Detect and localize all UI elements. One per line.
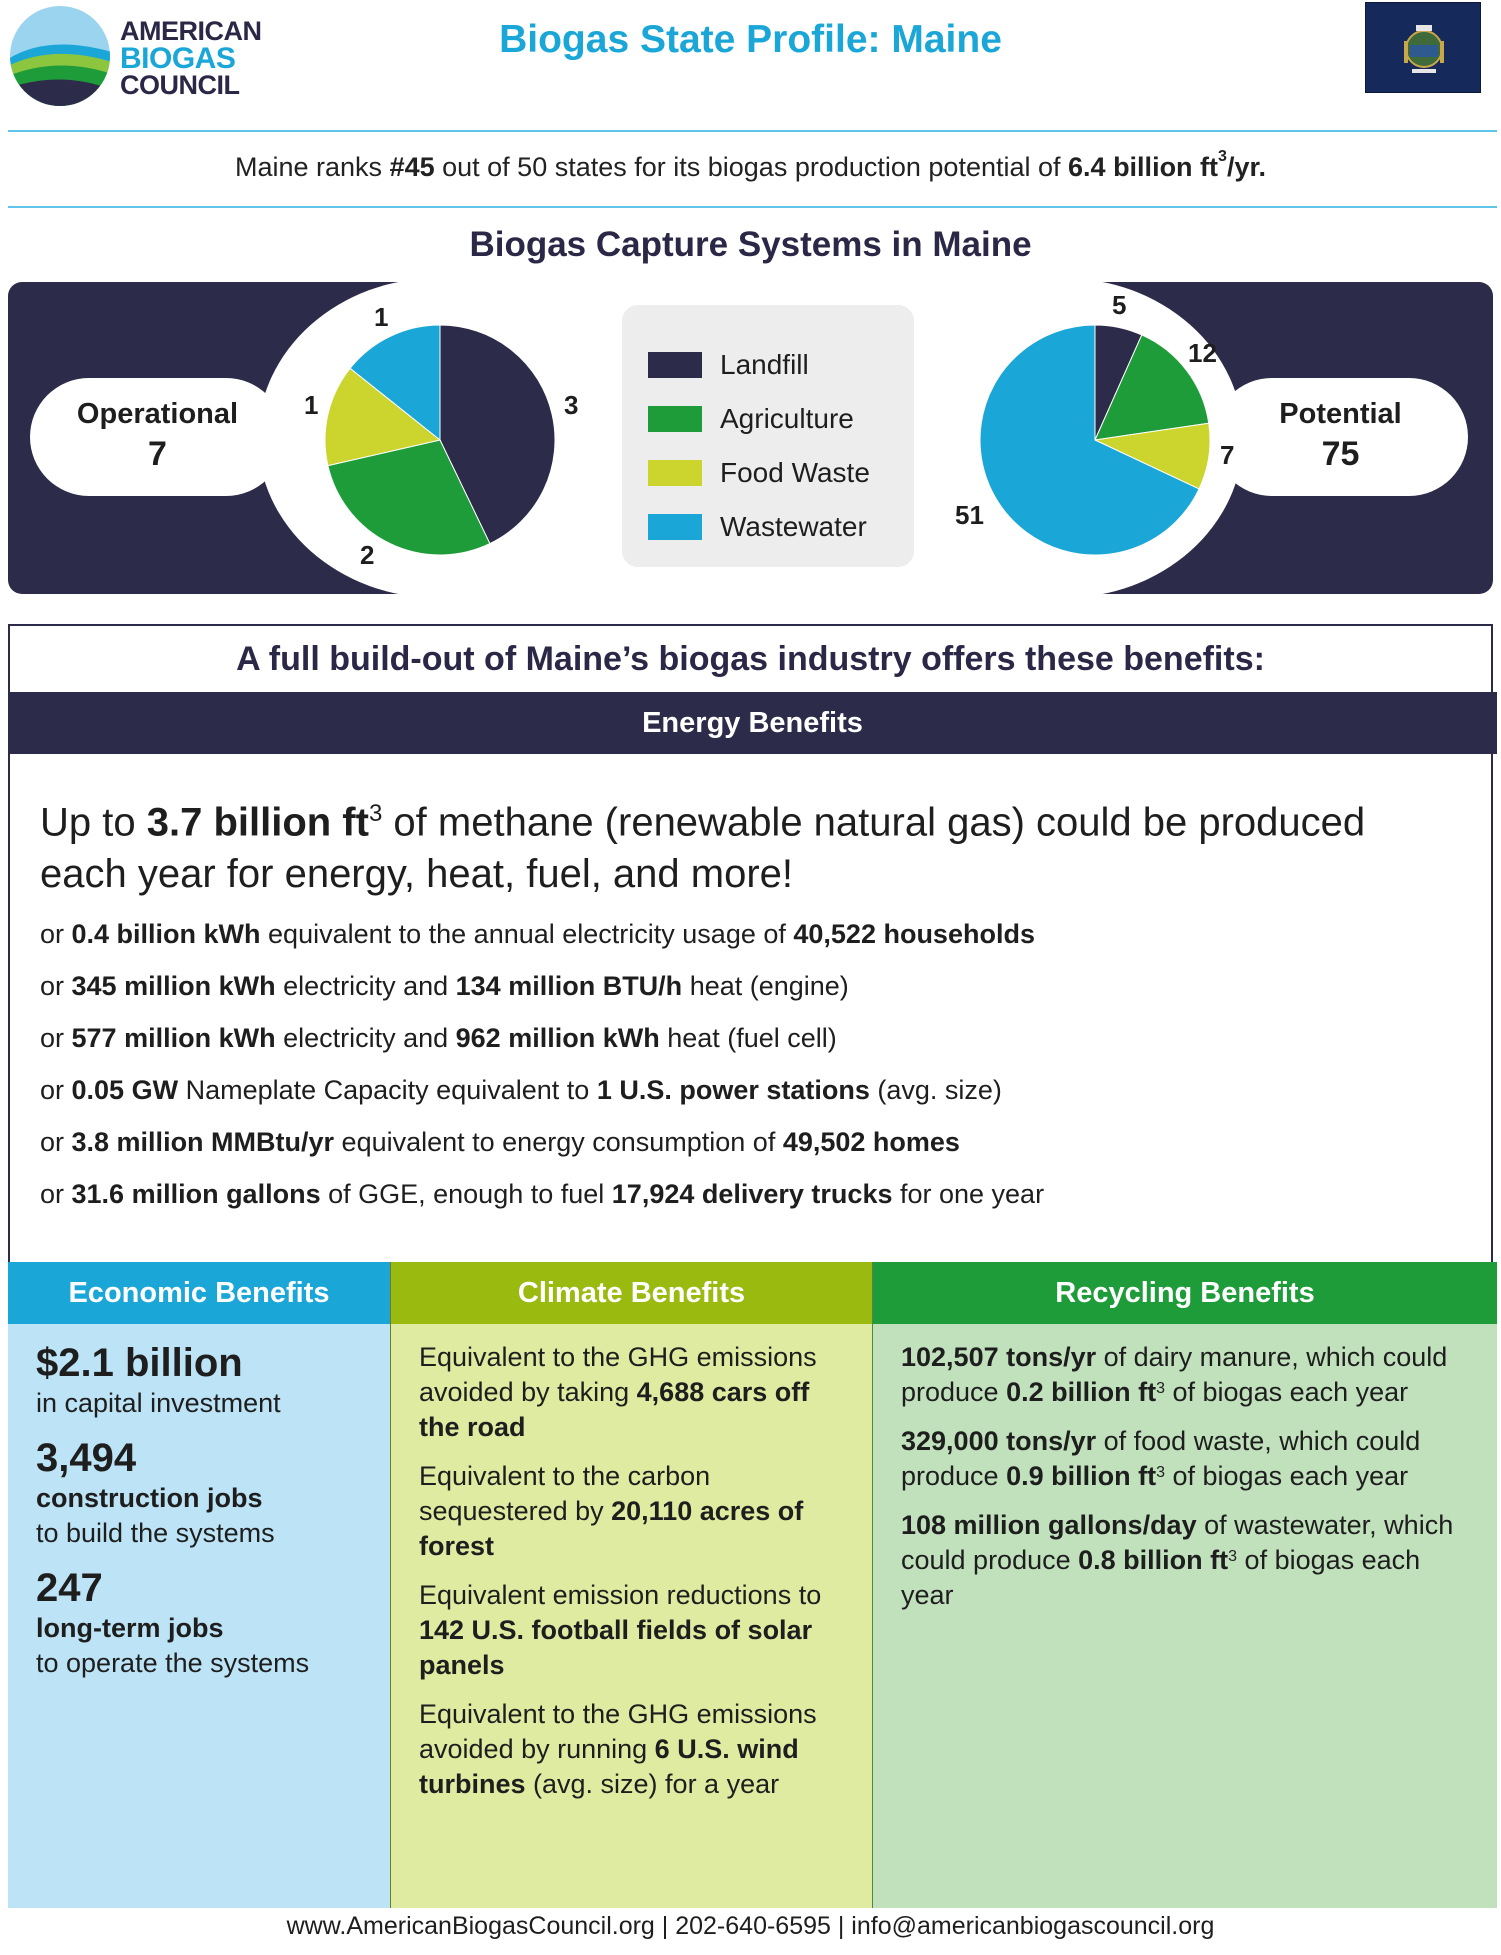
potential-sup: 3 xyxy=(1218,148,1227,165)
potential-value-count: 75 xyxy=(1321,435,1360,473)
page-title: Biogas State Profile: Maine xyxy=(499,18,1002,61)
energy-main-c: of methane (renewable natural gas) could be produced each year for energy, heat, fuel, and more! xyxy=(40,800,1366,897)
energy-main-a: Up to xyxy=(40,800,147,845)
operational-label: Operational xyxy=(76,398,239,430)
economic-benefits-header: Economic Benefits xyxy=(8,1262,390,1324)
rank-value: #45 xyxy=(389,152,435,182)
recycling-benefits-body xyxy=(873,1324,1497,1908)
longterm-text: to operate the systems xyxy=(36,1648,310,1678)
investment-value: $2.1 billion xyxy=(36,1341,243,1385)
investment-block xyxy=(36,1340,390,1421)
energy-equivalents-list xyxy=(40,908,1044,1220)
benefits-title: A full build-out of Maine’s biogas industry offers these benefits: xyxy=(236,640,1265,678)
cars-block: Equivalent to the GHG emissions avoided by taking 4,688 cars off the road xyxy=(419,1342,817,1442)
landfill-swatch xyxy=(648,352,702,378)
energy-row: or 31.6 million gallons of GGE, enough to fuel 17,924 delivery trucks for one year xyxy=(40,1179,1045,1209)
agriculture-swatch xyxy=(648,406,702,432)
rank-suffix: /yr. xyxy=(1226,152,1266,182)
investment-text: in capital investment xyxy=(36,1388,281,1418)
legend-item-food-waste xyxy=(648,446,914,500)
food-waste-swatch xyxy=(648,460,702,486)
pie2-label-wastewater: 51 xyxy=(955,500,984,530)
economic-benefits-column xyxy=(8,1262,390,1908)
pie2-label-agriculture: 12 xyxy=(1188,338,1217,368)
construction-value: 3,494 xyxy=(36,1436,137,1480)
recycling-benefits-column xyxy=(872,1262,1497,1908)
legend-item-wastewater xyxy=(648,500,914,554)
potential-pill xyxy=(1213,378,1468,496)
legend-label: Wastewater xyxy=(720,511,867,542)
divider-mid xyxy=(8,206,1497,208)
benefit-columns xyxy=(8,1262,1497,1908)
recycling-benefits-header: Recycling Benefits xyxy=(873,1262,1497,1324)
operational-pill xyxy=(30,378,285,496)
climate-benefits-header: Climate Benefits xyxy=(391,1262,872,1324)
energy-row: or 577 million kWh electricity and 962 million kWh heat (fuel cell) xyxy=(40,1023,837,1053)
wastewater-block: 108 million gallons/day of wastewater, which could produce 0.8 billion $ft^3$ of biogas each year xyxy=(901,1510,1454,1610)
energy-row: or 0.4 billion kWh equivalent to the annual electricity usage of 40,522 households xyxy=(40,919,1035,949)
divider-top xyxy=(8,130,1497,132)
energy-main-statement xyxy=(40,788,1440,900)
chart-legend xyxy=(622,305,914,567)
legend-label: Landfill xyxy=(720,349,809,380)
construction-label: construction jobs xyxy=(36,1483,263,1513)
rank-middle: out of 50 states for its biogas production potential of xyxy=(434,152,1069,182)
pie2-label-food-waste: 7 xyxy=(1220,440,1235,470)
logo-line-3: COUNCIL xyxy=(120,70,240,100)
energy-row: or 0.05 GW Nameplate Capacity equivalent to 1 U.S. power stations (avg. size) xyxy=(40,1075,1002,1105)
energy-main-sup: 3 xyxy=(368,800,383,827)
longterm-value: 247 xyxy=(36,1566,103,1610)
climate-benefits-column xyxy=(390,1262,872,1908)
legend-item-agriculture xyxy=(648,392,914,446)
operational-pie-chart xyxy=(320,320,560,560)
header xyxy=(0,0,1501,130)
solar-block: Equivalent emission reductions to 142 U.S. football fields of solar panels xyxy=(419,1580,822,1680)
pie1-label-agriculture: 2 xyxy=(360,540,375,570)
longterm-label: long-term jobs xyxy=(36,1613,224,1643)
pie2-label-landfill: 5 xyxy=(1112,290,1127,320)
pie1-label-wastewater: 1 xyxy=(374,302,389,332)
pie1-label-landfill: 3 xyxy=(564,390,579,420)
pie1-label-food-waste: 1 xyxy=(304,390,319,420)
wind-block: Equivalent to the GHG emissions avoided by running 6 U.S. wind turbines (avg. size) for a year xyxy=(419,1699,817,1799)
rank-sentence xyxy=(0,148,1501,183)
logo-line-1: AMERICAN xyxy=(120,16,262,46)
footer-contact[interactable]: www.AmericanBiogasCouncil.org | 202-640-6595 | info@americanbiogascouncil.org xyxy=(286,1912,1215,1940)
construction-block xyxy=(36,1435,390,1551)
potential-value: 6.4 billion ft xyxy=(1068,152,1219,182)
energy-main-value: 3.7 billion ft xyxy=(146,800,369,845)
wastewater-swatch xyxy=(648,514,702,540)
energy-row: or 3.8 million MMBtu/yr equivalent to energy consumption of 49,502 homes xyxy=(40,1127,960,1157)
legend-label: Agriculture xyxy=(720,403,854,434)
operational-value: 7 xyxy=(148,435,167,473)
legend-item-landfill xyxy=(648,338,914,392)
potential-label: Potential xyxy=(1279,398,1402,430)
economic-benefits-body xyxy=(8,1324,390,1908)
potential-pie-chart xyxy=(975,320,1215,560)
logo-line-2: BIOGAS xyxy=(120,42,236,75)
energy-benefits-header: Energy Benefits xyxy=(8,692,1497,754)
dairy-block: 102,507 tons/yr of dairy manure, which could produce 0.2 billion $ft^3$ of biogas each year xyxy=(901,1342,1448,1407)
forest-block: Equivalent to the carbon sequestered by 20,110 acres of forest xyxy=(419,1461,804,1561)
food-waste-block: 329,000 tons/yr of food waste, which could produce 0.9 billion $ft^3$ of biogas each year xyxy=(901,1426,1421,1491)
capture-title: Biogas Capture Systems in Maine xyxy=(469,225,1032,264)
energy-row: or 345 million kWh electricity and 134 million BTU/h heat (engine) xyxy=(40,971,849,1001)
climate-benefits-body xyxy=(391,1324,872,1908)
legend-label: Food Waste xyxy=(720,457,870,488)
benefits-box xyxy=(8,624,1493,1906)
maine-flag-icon xyxy=(1365,2,1481,93)
rank-prefix: Maine ranks xyxy=(234,152,390,182)
longterm-block xyxy=(36,1565,390,1681)
construction-text: to build the systems xyxy=(36,1518,275,1548)
